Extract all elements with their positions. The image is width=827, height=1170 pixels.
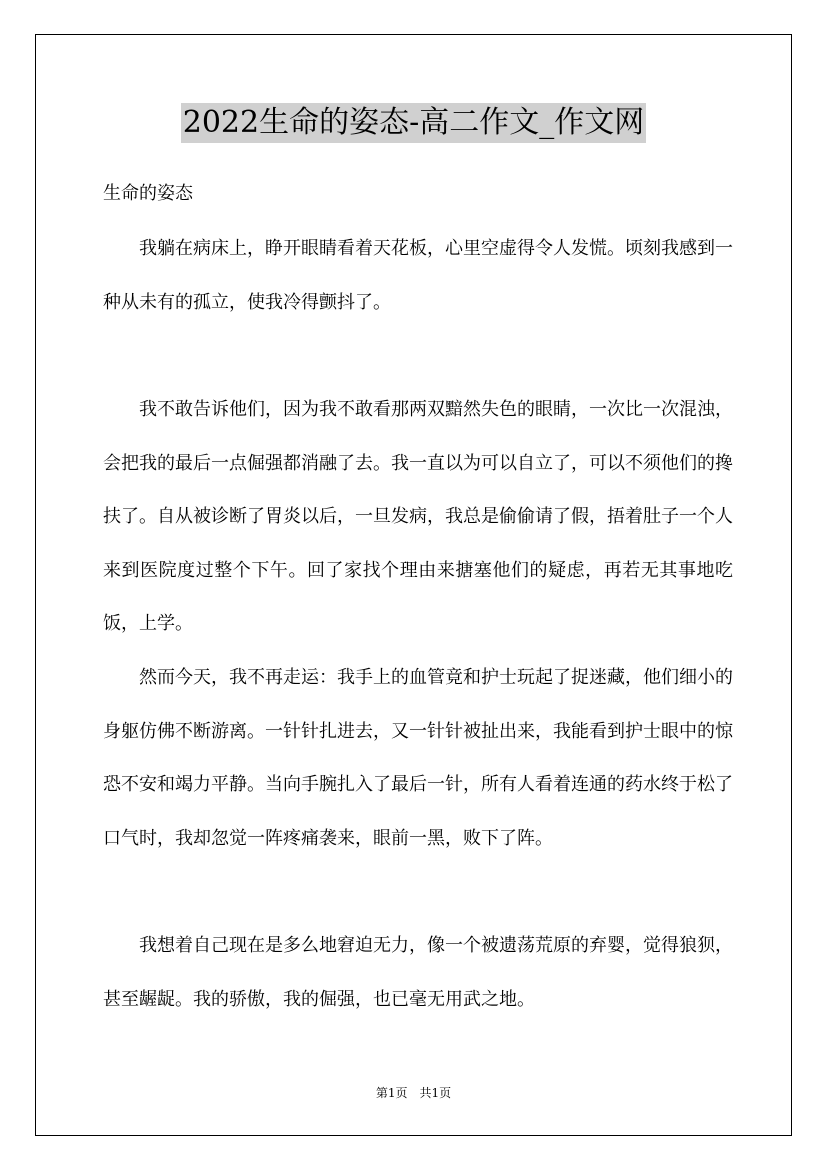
paragraph-2: 我不敢告诉他们，因为我不敢看那两双黯然失色的眼睛，一次比一次混浊，会把我的最后一点倔强都消融了去。我一直以为可以自立了，可以不须他们的搀扶了。自从被诊断了胃炎以后，一旦发病，我总是偷偷请了假，捂着肚子一个人来到医院度过整个下午。回了家找个理由来搪塞他们的疑虑，再若无其事地吃饭，上学。 — [103, 399, 733, 634]
page-total: 共1页 — [419, 1086, 452, 1100]
paragraph-3: 然而今天，我不再走运：我手上的血管竟和护士玩起了捉迷藏，他们细小的身躯仿佛不断游离。一针针扎进去，又一针针被扯出来，我能看到护士眼中的惊恐不安和竭力平静。当向手腕扎入了最后一针，所有人看着连通的药水终于松了口气时，我却忽觉一阵疼痛袭来，眼前一黑，败下了阵。 — [103, 667, 733, 849]
page-footer — [0, 1084, 827, 1102]
essay-title: 生命的姿态 — [103, 183, 193, 204]
paragraph-1: 我躺在病床上，睁开眼睛看着天花板，心里空虚得令人发慌。顷刻我感到一种从未有的孤立，使我冷得颤抖了。 — [103, 238, 733, 313]
document-title: 2022生命的姿态-高二作文_作文网 — [181, 103, 646, 143]
title-container — [0, 103, 827, 143]
paragraph-4: 我想着自己现在是多么地窘迫无力，像一个被遗荡荒原的弃婴，觉得狼狈，甚至龌龊。我的骄傲，我的倔强，也已毫无用武之地。 — [103, 935, 733, 1010]
page-number: 第1页 — [375, 1086, 408, 1100]
